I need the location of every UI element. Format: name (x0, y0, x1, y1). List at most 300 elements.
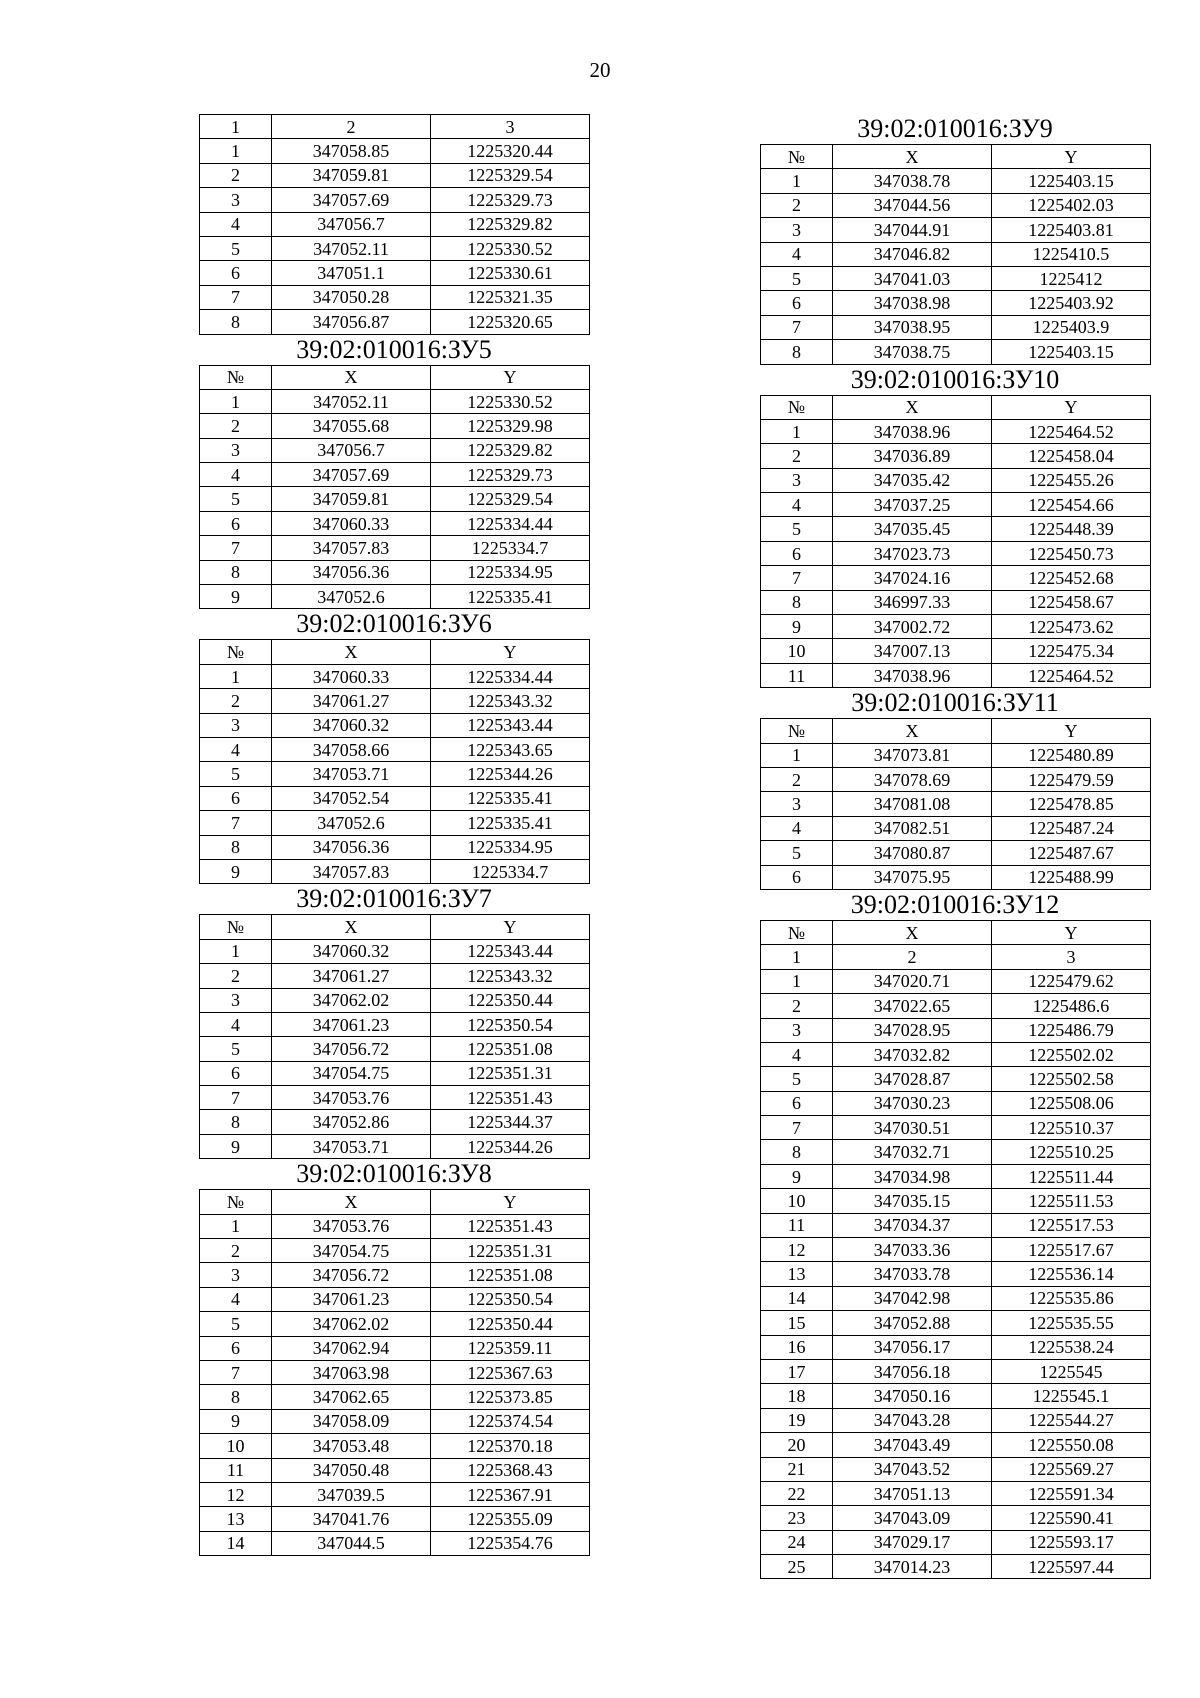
table-row (200, 835, 590, 859)
table-cell: 347024.16 (833, 566, 992, 590)
table-row (200, 261, 590, 285)
table-row (761, 1091, 1151, 1115)
table-row (200, 365, 590, 389)
table-row (200, 964, 590, 988)
table-cell: 1225334.7 (431, 859, 590, 883)
table-cell: 13 (761, 1262, 833, 1286)
table-cell: 347041.03 (833, 266, 992, 290)
table-row (200, 1110, 590, 1134)
table-row (761, 816, 1151, 840)
table-cell: 347033.36 (833, 1238, 992, 1262)
table-cell: 3 (761, 792, 833, 816)
table-cell: 5 (761, 266, 833, 290)
table-cell: 347036.89 (833, 444, 992, 468)
table-cell: 1225502.02 (992, 1042, 1151, 1066)
table-cell: 5 (200, 762, 272, 786)
header-cell: 2 (272, 115, 431, 139)
table-row (761, 1140, 1151, 1164)
table-cell: 347046.82 (833, 242, 992, 266)
table-cell: 1225510.25 (992, 1140, 1151, 1164)
table-cell: 1225343.32 (431, 964, 590, 988)
table-cell: 1225402.03 (992, 193, 1151, 217)
table-row (761, 841, 1151, 865)
table-cell: 1225590.41 (992, 1506, 1151, 1530)
table-row (761, 1555, 1151, 1579)
table-cell: 12 (761, 1238, 833, 1262)
table-row (200, 1134, 590, 1158)
table-cell: 347022.65 (833, 994, 992, 1018)
table-cell: 347035.15 (833, 1189, 992, 1213)
table-row (200, 1086, 590, 1110)
table-cell: 347053.71 (272, 762, 431, 786)
table-cell: 2 (200, 1239, 272, 1263)
table-cell: 3 (761, 218, 833, 242)
table-cell: 3 (200, 188, 272, 212)
table-cell: 1225464.52 (992, 419, 1151, 443)
table-cell: 347061.27 (272, 689, 431, 713)
table-cell: 347060.32 (272, 713, 431, 737)
table-cell: 3 (200, 438, 272, 462)
table-cell: 1225329.54 (431, 163, 590, 187)
table-cell: 5 (200, 1037, 272, 1061)
table-cell: 2 (761, 767, 833, 791)
table-cell: 1225355.09 (431, 1507, 590, 1531)
table-cell: 8 (200, 1385, 272, 1409)
table-row (761, 541, 1151, 565)
table-cell: 5 (761, 1067, 833, 1091)
table-row (200, 1263, 590, 1287)
table-cell: 9 (200, 585, 272, 609)
table-cell: 6 (200, 786, 272, 810)
table-cell: 1225488.99 (992, 865, 1151, 889)
table-cell: 1225486.79 (992, 1018, 1151, 1042)
table-cell: 347056.72 (272, 1037, 431, 1061)
table-cell: 347041.76 (272, 1507, 431, 1531)
table-row (761, 743, 1151, 767)
header-cell: № (761, 920, 833, 944)
table-cell: 1225351.08 (431, 1037, 590, 1061)
table-row (761, 1506, 1151, 1530)
table-cell: 4 (761, 1042, 833, 1066)
table-row (200, 737, 590, 761)
table-cell: 2 (200, 414, 272, 438)
table-cell: 21 (761, 1457, 833, 1481)
table-cell: 347034.98 (833, 1164, 992, 1188)
table-cell: 1225403.15 (992, 340, 1151, 364)
table-cell: 347035.42 (833, 468, 992, 492)
table-cell: 347061.27 (272, 964, 431, 988)
table-row (200, 1409, 590, 1433)
table-row (200, 859, 590, 883)
table-row (761, 242, 1151, 266)
table-cell: 9 (761, 615, 833, 639)
table-row (200, 1507, 590, 1531)
table-cell: 18 (761, 1384, 833, 1408)
table-cell: 347052.11 (272, 389, 431, 413)
table-row (761, 615, 1151, 639)
table-row (761, 1189, 1151, 1213)
table-cell: 347062.65 (272, 1385, 431, 1409)
table-cell: 347038.95 (833, 315, 992, 339)
table-cell: 1225334.7 (431, 536, 590, 560)
table-row (761, 945, 1151, 969)
table-cell: 347038.96 (833, 663, 992, 687)
header-cell: X (272, 1190, 431, 1214)
table-cell: 9 (200, 1134, 272, 1158)
header-cell: 1 (761, 945, 833, 969)
header-cell: X (272, 640, 431, 664)
table-cell: 1225479.59 (992, 767, 1151, 791)
table-cell: 14 (200, 1531, 272, 1555)
coordinate-table (199, 114, 590, 335)
table-cell: 1225329.54 (431, 487, 590, 511)
table-cell: 347052.54 (272, 786, 431, 810)
coordinate-table-title: 39:02:010016:ЗУ8 (296, 1159, 492, 1189)
table-row (200, 640, 590, 664)
table-cell: 347058.85 (272, 139, 431, 163)
table-row (761, 315, 1151, 339)
table-cell: 347063.98 (272, 1360, 431, 1384)
header-cell: Y (992, 145, 1151, 169)
table-cell: 347030.51 (833, 1116, 992, 1140)
header-cell: Y (431, 365, 590, 389)
table-row (200, 511, 590, 535)
table-cell: 4 (200, 212, 272, 236)
table-row (200, 1239, 590, 1263)
table-cell: 1225458.04 (992, 444, 1151, 468)
table-cell: 1225374.54 (431, 1409, 590, 1433)
table-cell: 347078.69 (833, 767, 992, 791)
table-cell: 347038.98 (833, 291, 992, 315)
table-cell: 8 (761, 1140, 833, 1164)
table-cell: 6 (761, 1091, 833, 1115)
table-cell: 347054.75 (272, 1061, 431, 1085)
table-cell: 2 (200, 964, 272, 988)
table-cell: 1225517.53 (992, 1213, 1151, 1237)
table-cell: 1225475.34 (992, 639, 1151, 663)
table-cell: 347002.72 (833, 615, 992, 639)
table-cell: 1225508.06 (992, 1091, 1151, 1115)
table-row (200, 1434, 590, 1458)
table-cell: 5 (200, 1312, 272, 1336)
table-cell: 347043.52 (833, 1457, 992, 1481)
table-cell: 347038.78 (833, 169, 992, 193)
table-cell: 3 (200, 988, 272, 1012)
table-cell: 6 (200, 1061, 272, 1085)
table-row (200, 1458, 590, 1482)
table-cell: 11 (200, 1458, 272, 1482)
table-cell: 4 (761, 816, 833, 840)
table-cell: 1225403.9 (992, 315, 1151, 339)
table-cell: 1225343.44 (431, 939, 590, 963)
table-cell: 347030.23 (833, 1091, 992, 1115)
table-cell: 1 (761, 169, 833, 193)
table-row (200, 310, 590, 334)
table-cell: 1225351.31 (431, 1239, 590, 1263)
table-row (761, 639, 1151, 663)
table-cell: 7 (761, 1116, 833, 1140)
table-cell: 1225569.27 (992, 1457, 1151, 1481)
table-cell: 347052.6 (272, 811, 431, 835)
table-cell: 347061.23 (272, 1012, 431, 1036)
table-cell: 7 (200, 1086, 272, 1110)
table-row (761, 1286, 1151, 1310)
table-cell: 8 (200, 835, 272, 859)
table-row (200, 664, 590, 688)
table-cell: 347043.28 (833, 1408, 992, 1432)
table-cell: 8 (200, 1110, 272, 1134)
table-cell: 1225473.62 (992, 615, 1151, 639)
table-cell: 1225597.44 (992, 1555, 1151, 1579)
table-row (200, 139, 590, 163)
table-cell: 347062.02 (272, 988, 431, 1012)
table-cell: 1225329.98 (431, 414, 590, 438)
table-row (761, 1042, 1151, 1066)
table-row (761, 566, 1151, 590)
table-cell: 347057.83 (272, 536, 431, 560)
table-cell: 1225329.73 (431, 188, 590, 212)
table-cell: 347038.96 (833, 419, 992, 443)
table-cell: 1225329.82 (431, 212, 590, 236)
table-cell: 6 (761, 541, 833, 565)
header-cell: X (833, 145, 992, 169)
table-cell: 1225535.86 (992, 1286, 1151, 1310)
coordinate-table (199, 914, 590, 1159)
table-cell: 1225536.14 (992, 1262, 1151, 1286)
table-row (761, 1311, 1151, 1335)
table-cell: 1225593.17 (992, 1530, 1151, 1554)
table-cell: 347056.7 (272, 438, 431, 462)
table-row (200, 163, 590, 187)
table-cell: 10 (761, 639, 833, 663)
coordinate-table (760, 718, 1151, 890)
table-row (761, 1018, 1151, 1042)
table-row (761, 792, 1151, 816)
table-row (761, 169, 1151, 193)
table-row (200, 1012, 590, 1036)
table-cell: 1225334.44 (431, 664, 590, 688)
table-cell: 347043.49 (833, 1433, 992, 1457)
table-cell: 8 (200, 310, 272, 334)
table-cell: 347059.81 (272, 163, 431, 187)
table-cell: 347044.5 (272, 1531, 431, 1555)
table-cell: 346997.33 (833, 590, 992, 614)
table-cell: 347050.28 (272, 285, 431, 309)
table-cell: 1225335.41 (431, 585, 590, 609)
table-row (761, 340, 1151, 364)
coordinate-table-title: 39:02:010016:ЗУ11 (851, 688, 1059, 718)
table-cell: 1225367.91 (431, 1482, 590, 1506)
table-row (761, 590, 1151, 614)
table-row (761, 395, 1151, 419)
table-cell: 23 (761, 1506, 833, 1530)
table-cell: 3 (761, 468, 833, 492)
table-cell: 1225403.92 (992, 291, 1151, 315)
table-cell: 1225343.32 (431, 689, 590, 713)
table-cell: 7 (200, 1360, 272, 1384)
table-cell: 347033.78 (833, 1262, 992, 1286)
table-row (200, 1287, 590, 1311)
table-cell: 1225448.39 (992, 517, 1151, 541)
table-cell: 1225510.37 (992, 1116, 1151, 1140)
table-cell: 347080.87 (833, 841, 992, 865)
table-cell: 1225320.65 (431, 310, 590, 334)
table-cell: 347023.73 (833, 541, 992, 565)
table-cell: 6 (761, 291, 833, 315)
table-cell: 1 (761, 969, 833, 993)
table-cell: 347057.69 (272, 463, 431, 487)
table-row (200, 713, 590, 737)
table-cell: 347081.08 (833, 792, 992, 816)
table-cell: 347039.5 (272, 1482, 431, 1506)
table-cell: 5 (761, 841, 833, 865)
table-cell: 7 (761, 566, 833, 590)
table-cell: 347056.36 (272, 835, 431, 859)
header-cell: X (833, 719, 992, 743)
table-cell: 1225334.95 (431, 560, 590, 584)
table-cell: 1225330.52 (431, 236, 590, 260)
header-cell: 3 (992, 945, 1151, 969)
table-cell: 22 (761, 1481, 833, 1505)
table-cell: 1 (200, 664, 272, 688)
table-cell: 1225330.61 (431, 261, 590, 285)
table-cell: 15 (761, 1311, 833, 1335)
table-cell: 347059.81 (272, 487, 431, 511)
table-cell: 347052.88 (833, 1311, 992, 1335)
table-cell: 7 (200, 811, 272, 835)
table-cell: 347014.23 (833, 1555, 992, 1579)
table-row (200, 438, 590, 462)
table-cell: 1225344.37 (431, 1110, 590, 1134)
table-row (761, 1164, 1151, 1188)
table-cell: 1225511.53 (992, 1189, 1151, 1213)
table-cell: 347051.1 (272, 261, 431, 285)
table-cell: 8 (761, 590, 833, 614)
table-cell: 347056.72 (272, 1263, 431, 1287)
table-row (200, 1061, 590, 1085)
table-cell: 1225450.73 (992, 541, 1151, 565)
coordinate-table-title: 39:02:010016:ЗУ6 (296, 609, 492, 639)
table-cell: 6 (761, 865, 833, 889)
table-cell: 11 (761, 1213, 833, 1237)
table-row (761, 444, 1151, 468)
table-cell: 1225545 (992, 1359, 1151, 1383)
table-cell: 8 (200, 560, 272, 584)
table-row (761, 419, 1151, 443)
table-cell: 347055.68 (272, 414, 431, 438)
table-row (761, 1238, 1151, 1262)
table-cell: 347037.25 (833, 493, 992, 517)
table-cell: 3 (200, 1263, 272, 1287)
table-cell: 1225412 (992, 266, 1151, 290)
table-cell: 3 (200, 713, 272, 737)
header-cell: X (833, 395, 992, 419)
table-row (200, 915, 590, 939)
table-cell: 1225550.08 (992, 1433, 1151, 1457)
table-row (200, 560, 590, 584)
table-cell: 1225487.67 (992, 841, 1151, 865)
table-cell: 347060.33 (272, 511, 431, 535)
table-cell: 1225464.52 (992, 663, 1151, 687)
table-cell: 1225544.27 (992, 1408, 1151, 1432)
header-cell: Y (992, 395, 1151, 419)
table-cell: 347073.81 (833, 743, 992, 767)
table-cell: 1225334.95 (431, 835, 590, 859)
table-row (200, 939, 590, 963)
coordinate-table (760, 395, 1151, 689)
table-cell: 1 (200, 939, 272, 963)
table-cell: 1225545.1 (992, 1384, 1151, 1408)
table-cell: 16 (761, 1335, 833, 1359)
table-cell: 2 (761, 193, 833, 217)
table-cell: 1225368.43 (431, 1458, 590, 1482)
table-row (200, 1531, 590, 1555)
table-cell: 1225535.55 (992, 1311, 1151, 1335)
table-cell: 6 (200, 511, 272, 535)
table-row (761, 1116, 1151, 1140)
table-row (200, 536, 590, 560)
table-row (200, 1385, 590, 1409)
table-cell: 347056.17 (833, 1335, 992, 1359)
table-cell: 1225367.63 (431, 1360, 590, 1384)
table-row (200, 487, 590, 511)
table-cell: 1 (200, 139, 272, 163)
table-row (200, 1214, 590, 1238)
table-cell: 1225343.44 (431, 713, 590, 737)
table-row (761, 1262, 1151, 1286)
table-cell: 1225458.67 (992, 590, 1151, 614)
table-cell: 1225329.73 (431, 463, 590, 487)
table-cell: 9 (200, 859, 272, 883)
table-row (200, 236, 590, 260)
table-cell: 347057.83 (272, 859, 431, 883)
table-row (200, 1482, 590, 1506)
table-cell: 10 (200, 1434, 272, 1458)
table-row (200, 585, 590, 609)
table-cell: 1225350.44 (431, 988, 590, 1012)
table-cell: 347034.37 (833, 1213, 992, 1237)
table-row (200, 463, 590, 487)
table-cell: 1225502.58 (992, 1067, 1151, 1091)
table-cell: 24 (761, 1530, 833, 1554)
table-cell: 6 (200, 261, 272, 285)
table-cell: 4 (200, 463, 272, 487)
table-cell: 347038.75 (833, 340, 992, 364)
table-cell: 347053.48 (272, 1434, 431, 1458)
table-cell: 1225351.31 (431, 1061, 590, 1085)
table-row (761, 145, 1151, 169)
table-row (761, 994, 1151, 1018)
table-row (200, 115, 590, 139)
table-cell: 20 (761, 1433, 833, 1457)
coordinate-table (199, 365, 590, 610)
table-cell: 347052.6 (272, 585, 431, 609)
table-cell: 347032.71 (833, 1140, 992, 1164)
table-cell: 347056.18 (833, 1359, 992, 1383)
table-cell: 347053.71 (272, 1134, 431, 1158)
table-cell: 347061.23 (272, 1287, 431, 1311)
table-cell: 1 (761, 419, 833, 443)
table-cell: 347057.69 (272, 188, 431, 212)
table-cell: 1225370.18 (431, 1434, 590, 1458)
table-cell: 1225335.41 (431, 811, 590, 835)
table-row (200, 414, 590, 438)
table-cell: 347058.09 (272, 1409, 431, 1433)
table-row (200, 811, 590, 835)
table-cell: 1225350.54 (431, 1287, 590, 1311)
table-cell: 1 (761, 743, 833, 767)
table-cell: 1225517.67 (992, 1238, 1151, 1262)
